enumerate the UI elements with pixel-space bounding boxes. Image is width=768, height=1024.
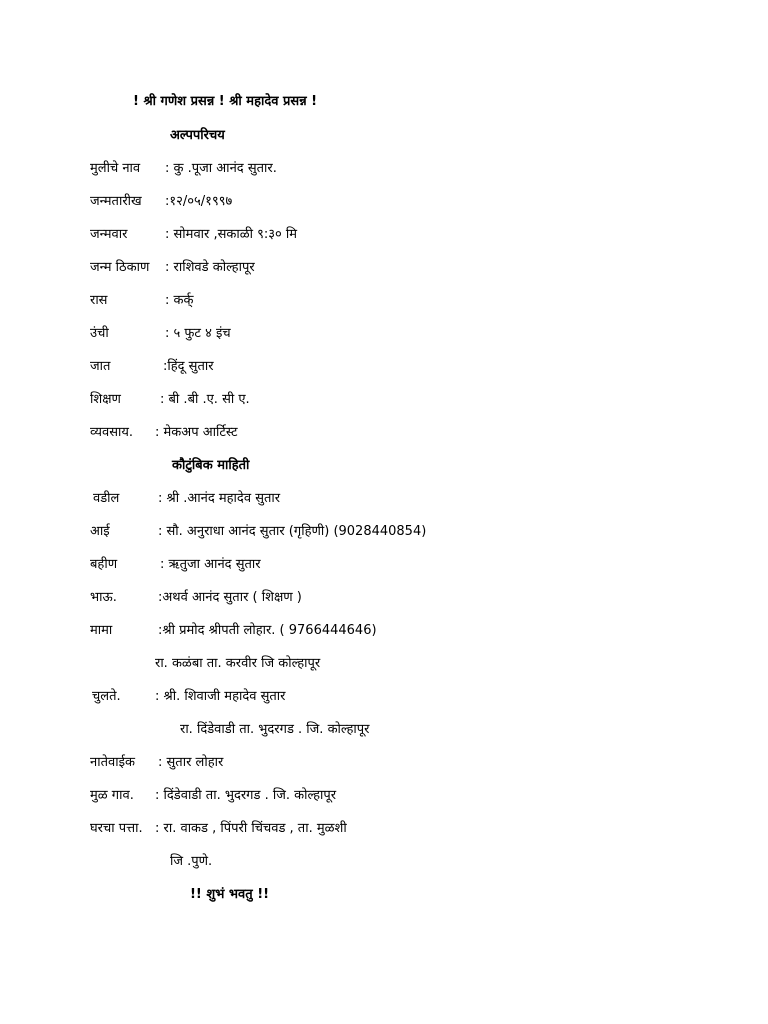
intro-value-birthday: : सोमवार ,सकाळी ९:३० मि xyxy=(165,227,298,242)
family-value-native-village: : दिंडेवाडी ता. भुदरगड . जि. कोल्हापूर xyxy=(155,788,337,803)
intro-label-occupation: व्यवसाय. xyxy=(90,425,134,440)
intro-label-birthplace: जन्म ठिकाण xyxy=(90,260,150,275)
family-label-maternal-uncle: मामा xyxy=(90,623,113,638)
invocation-heading: ! श्री गणेश प्रसन्न ! श्री महादेव प्रसन्न ! xyxy=(133,94,318,109)
intro-value-name: : कु .पूजा आनंद सुतार. xyxy=(165,161,277,176)
family-address-paternal-uncle: रा. दिंडेवाडी ता. भुदरगड . जि. कोल्हापूर xyxy=(180,722,370,737)
intro-value-height: : ५ फुट ४ इंच xyxy=(165,326,231,341)
family-value-home-address: : रा. वाकड , पिंपरी चिंचवड , ता. मुळशी xyxy=(155,821,347,836)
intro-label-height: उंची xyxy=(90,326,109,341)
intro-value-caste: :हिंदू सुतार xyxy=(163,359,214,374)
closing-blessing: !! शुभं भवतु !! xyxy=(190,887,270,902)
family-value-paternal-uncle: : श्री. शिवाजी महादेव सुतार xyxy=(155,689,286,704)
intro-label-education: शिक्षण xyxy=(90,392,121,407)
family-label-paternal-uncle: चुलते. xyxy=(92,689,121,704)
intro-value-education: : बी .बी .ए. सी ए. xyxy=(160,392,250,407)
family-value-mother: : सौ. अनुराधा आनंद सुतार (गृहिणी) (9028440854) xyxy=(158,524,427,539)
intro-value-birthplace: : राशिवडे कोल्हापूर xyxy=(165,260,255,275)
family-label-mother: आई xyxy=(90,524,110,539)
family-label-sister: बहीण xyxy=(90,557,118,572)
intro-label-zodiac: रास xyxy=(90,293,108,308)
family-address-district: जि .पुणे. xyxy=(170,854,213,869)
family-value-father: : श्री .आनंद महादेव सुतार xyxy=(158,491,281,506)
family-value-brother: :अथर्व आनंद सुतार ( शिक्षण ) xyxy=(158,590,302,605)
family-value-sister: : ऋतुजा आनंद सुतार xyxy=(160,557,261,572)
intro-value-zodiac: : कर्क् xyxy=(165,293,194,308)
family-label-native-village: मुळ गाव. xyxy=(90,788,134,803)
intro-label-caste: जात xyxy=(90,359,111,374)
intro-label-name: मुलीचे नाव xyxy=(90,161,141,176)
family-label-home-address: घरचा पत्ता. xyxy=(90,821,143,836)
family-value-relatives: : सुतार लोहार xyxy=(158,755,224,770)
intro-label-birthday: जन्मवार xyxy=(90,227,128,242)
family-label-relatives: नातेवाईक xyxy=(90,755,135,770)
intro-value-birthdate: :१२/०५/१९९७ xyxy=(165,194,233,209)
section-heading-intro: अल्पपरिचय xyxy=(170,128,225,143)
family-label-brother: भाऊ. xyxy=(90,590,117,605)
intro-label-birthdate: जन्मतारीख xyxy=(90,194,142,209)
family-value-maternal-uncle: :श्री प्रमोद श्रीपती लोहार. ( 9766444646) xyxy=(158,623,377,638)
intro-value-occupation: : मेकअप आर्टिस्ट xyxy=(155,425,238,440)
family-label-father: वडील xyxy=(93,491,120,506)
section-heading-family: कौटुंबिक माहिती xyxy=(172,458,250,473)
family-address-maternal-uncle: रा. कळंबा ता. करवीर जि कोल्हापूर xyxy=(155,656,321,671)
